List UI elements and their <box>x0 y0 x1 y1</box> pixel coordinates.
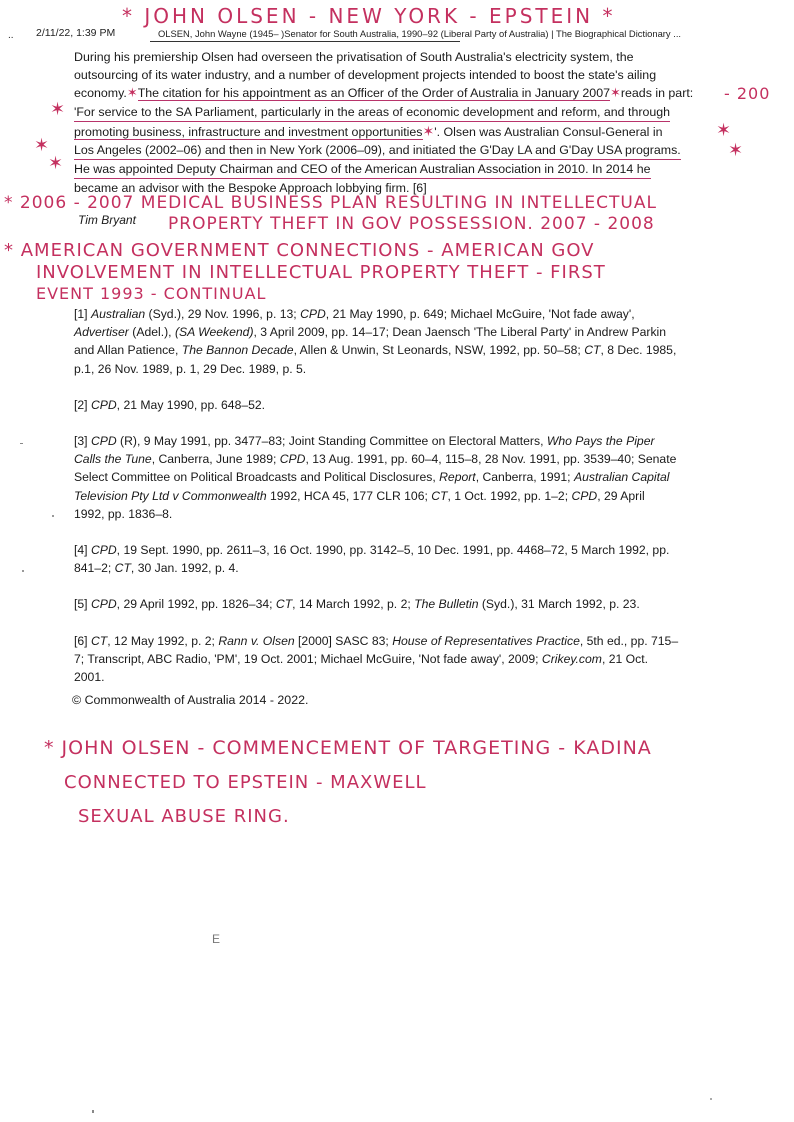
reference-6: [6] CT, 12 May 1992, p. 2; Rann v. Olsen [2000] SASC 83; House of Representatives Practice, 5th ed., pp. 715– 7; Transcript, ABC Radio, 'PM', 19 Oct. 2001; Michael McGuire, 'Not fade away', 2009; Crikey.com, 21 Oct. 2001. <box>74 633 679 685</box>
copyright: © Commonwealth of Australia 2014 - 2022. <box>72 693 309 707</box>
body-line-3-end: reads in part: <box>620 86 694 101</box>
margin-note-200: - 200 <box>724 84 771 103</box>
top-annotation: * JOHN OLSEN - NEW YORK - EPSTEIN * <box>122 4 616 28</box>
reference-3: [3] CPD (R), 9 May 1991, pp. 3477–83; Joint Standing Committee on Electoral Matters, Who Pays the Piper Calls the Tune, Canberra, June 1989; CPD, 13 Aug. 1991, pp. 60–4, 115–8, 28 Nov. 1991, pp. 3539–40; Senate Select Committee on Political Broadcasts and Political Disclosures, Report, Canberra, 1991; Australian Capital Television Pty Ltd v Commonwealth 1992, HCA 45, 177 CLR 106; CT, 1 Oct. 1992, pp. 1–2; CPD, 29 April 1992, pp. 1836–8. <box>74 434 677 521</box>
body-line-8: became an advisor with the Bespoke Approach lobbying firm. [6] <box>74 181 427 196</box>
print-timestamp: 2/11/22, 1:39 PM <box>36 27 116 39</box>
reference-2: [2] CPD, 21 May 1990, pp. 648–52. <box>74 397 266 412</box>
biography-paragraph <box>74 48 774 198</box>
annotation-american-line-3: EVENT 1993 - CONTINUAL <box>36 284 267 303</box>
annotation-2006-line-2: PROPERTY THEFT IN GOV POSSESSION. 2007 - 2008 <box>168 214 655 234</box>
body-line-3-start: economy. <box>74 86 127 101</box>
reference-5: [5] CPD, 29 April 1992, pp. 1826–34; CT, 14 March 1992, p. 2; The Bulletin (Syd.), 31 March 1992, p. 23. <box>74 597 640 612</box>
annotation-bottom-line-1: * JOHN OLSEN - COMMENCEMENT OF TARGETING - KADINA <box>44 737 652 759</box>
header-underline <box>150 41 460 42</box>
reference-4: [4] CPD, 19 Sept. 1990, pp. 2611–3, 16 Oct. 1990, pp. 3142–5, 10 Dec. 1991, pp. 4468–72, 5 March 1992, pp. 841–2; CT, 30 Jan. 1992, p. 4. <box>74 543 670 576</box>
body-line-7: He was appointed Deputy Chairman and CEO of the American Australian Association in 2010. In 2014 he <box>74 160 651 179</box>
citation-underlined: The citation for his appointment as an Officer of the Order of Australia in January 2007 <box>137 86 610 101</box>
margin-star-left-3: ✶ <box>48 153 64 173</box>
stray-mark: E <box>212 932 221 946</box>
annotation-bottom-line-2: CONNECTED TO EPSTEIN - MAXWELL <box>64 772 427 793</box>
scan-speck <box>22 570 24 572</box>
annotation-2006-line-1: * 2006 - 2007 MEDICAL BUSINESS PLAN RESULTING IN INTELLECTUAL <box>4 193 657 213</box>
body-line-5: promoting business, infrastructure and investment opportunities✶'. Olsen was Australian Consul-General in <box>74 122 663 139</box>
annotation-american-line-1: * AMERICAN GOVERNMENT CONNECTIONS - AMERICAN GOV <box>4 240 595 261</box>
promoting-underlined: promoting business, infrastructure and investment opportunities <box>74 124 423 139</box>
body-line-2: outsourcing of its water industry, and a number of development projects intended to boost the state's ailing <box>74 68 657 83</box>
body-line-5-end: '. Olsen was Australian Consul-General in <box>434 124 663 139</box>
margin-star-right-2: ✶ <box>728 140 744 160</box>
body-line-6: Los Angeles (2002–06) and then in New York (2006–09), and initiated the G'Day LA and G'Day USA programs. <box>74 141 681 160</box>
scan-speck <box>92 1110 94 1113</box>
body-line-4: 'For service to the SA Parliament, particularly in the areas of economic development and reform, and through <box>74 103 670 122</box>
reference-1: [1] Australian (Syd.), 29 Nov. 1996, p. 13; CPD, 21 May 1990, p. 649; Michael McGuire, 'Not fade away', Advertiser (Adel.), (SA Weekend), 3 April 2009, pp. 14–17; Dean Jaensch 'The Liberal Party' in Andrew Parkin and Allan Patience, The Bannon Decade, Allen & Unwin, St Leonards, NSW, 1992, pp. 50–58; CT, 8 Dec. 1985, p.1, 26 Nov. 1989, p. 1, 29 Dec. 1989, p. 5. <box>74 307 677 376</box>
annotation-bottom-line-3: SEXUAL ABUSE RING. <box>78 806 290 827</box>
scan-speck <box>20 443 23 444</box>
header-mark: .. <box>8 30 14 41</box>
page-title: OLSEN, John Wayne (1945– )Senator for South Australia, 1990–92 (Liberal Party of Australia) | The Biographical Dictionary ... <box>158 28 682 39</box>
margin-star-right-1: ✶ <box>716 120 732 140</box>
body-line-3: economy.✶The citation for his appointment as an Officer of the Order of Australia in January 2007✶reads in part: <box>74 85 694 101</box>
annotation-american-line-2: INVOLVEMENT IN INTELLECTUAL PROPERTY THEFT - FIRST <box>36 262 606 283</box>
scan-speck <box>710 1098 712 1100</box>
author-name: Tim Bryant <box>78 213 136 227</box>
scan-speck <box>52 515 54 517</box>
references <box>74 305 774 686</box>
margin-star-left-2: ✶ <box>34 135 50 155</box>
margin-star-left-1: ✶ <box>50 99 66 119</box>
body-line-1: During his premiership Olsen had overseen the privatisation of South Australia's electricity system, the <box>74 50 634 64</box>
